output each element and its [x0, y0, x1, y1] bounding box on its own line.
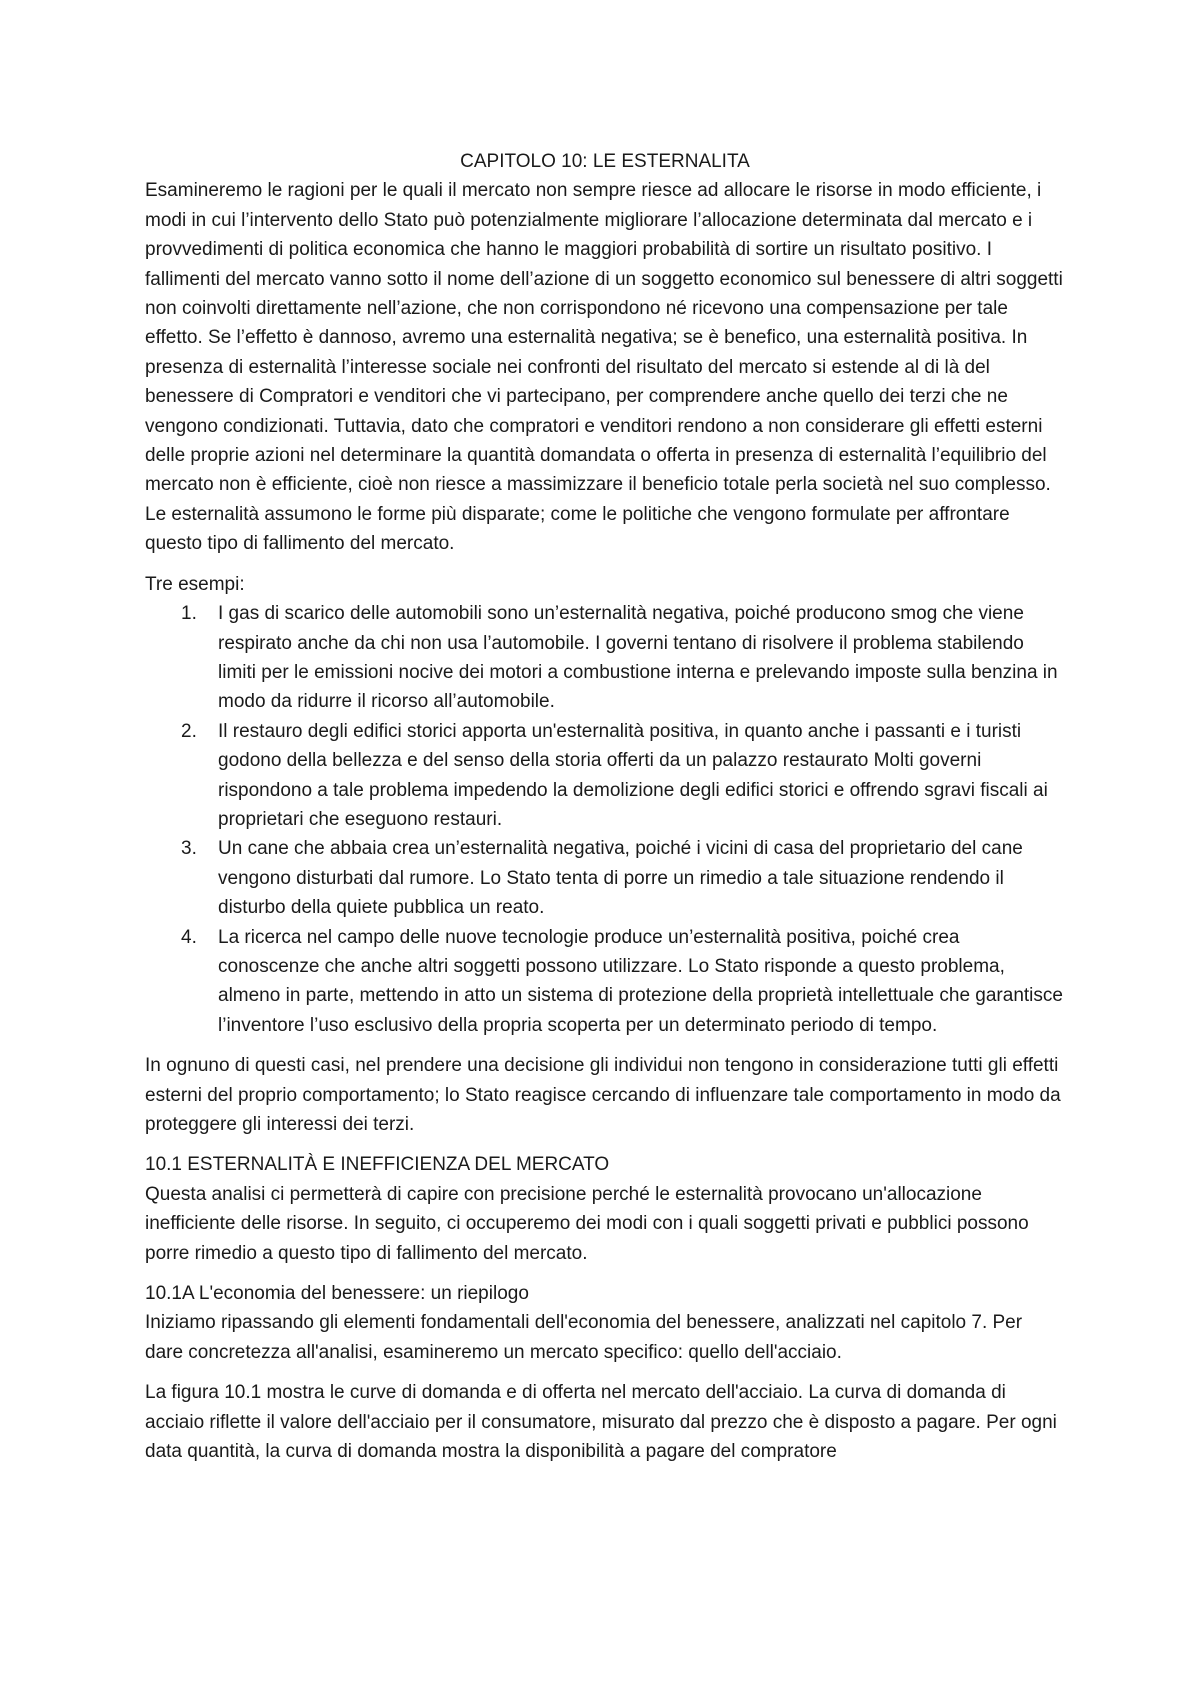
figure-paragraph: La figura 10.1 mostra le curve di domanda e di offerta nel mercato dell'acciaio. La curva di domanda di acciaio riflette il valore dell'acciaio per il consumatore, misurato dal prezzo che è disposto a pagare. Per ogni data quantità, la curva di domanda mostra la disponibilità a pagare del compratore	[145, 1382, 1057, 1463]
list-item	[145, 834, 1065, 922]
section-text-10-1: Questa analisi ci permetterà di capire con precisione perché le esternalità provocano un'allocazione inefficiente delle risorse. In seguito, ci occuperemo dei modi con i quali soggetti privati e pubblici possono porre rimedio a questo tipo di fallimento del mercato.	[145, 1183, 1029, 1264]
examples-list	[145, 599, 1065, 1040]
list-item-text: Il restauro degli edifici storici apporta un'esternalità positiva, in quanto anche i passanti e i turisti godono della bellezza e del senso della storia offerti da un palazzo restaurato Molti governi rispondono a tale problema impedendo la demolizione degli edifici storici e offrendo sgravi fiscali ai proprietari che eseguono restauri.	[218, 720, 1048, 830]
summary-paragraph: In ognuno di questi casi, nel prendere una decisione gli individui non tengono in considerazione tutti gli effetti esterni del proprio comportamento; lo Stato reagisce cercando di influenzare tale comportamento in modo da proteggere gli interessi dei terzi.	[145, 1055, 1061, 1135]
section-text-10-1a: Iniziamo ripassando gli elementi fondamentali dell'economia del benessere, analizzati nel capitolo 7. Per dare concretezza all'analisi, esamineremo un mercato specifico: quello dell'acciaio.	[145, 1312, 1023, 1363]
list-number: 1.	[181, 603, 197, 625]
chapter-title: CAPITOLO 10: LE ESTERNALITA	[460, 151, 750, 172]
list-item-text: I gas di scarico delle automobili sono un’esternalità negativa, poiché producono smog che viene respirato anche da chi non usa l’automobile. I governi tentano di risolvere il problema stabilendo limiti per le emissioni nocive dei motori a combustione interna e prelevando imposte sulla benzina in modo da ridurre il ricorso all’automobile.	[218, 603, 1058, 713]
list-item-text: Un cane che abbaia crea un’esternalità negativa, poiché i vicini di casa del proprietario del cane vengono disturbati dal rumore. Lo Stato tenta di porre un rimedio a tale situazione rendendo il disturbo della quiete pubblica un reato.	[218, 838, 1023, 919]
intro-paragraph: Esamineremo le ragioni per le quali il mercato non sempre riesce ad allocare le risorse in modo efficiente, i modi in cui l’intervento dello Stato può potenzialmente migliorare l’allocazione determinata dal mercato e i provvedimenti di politica economica che hanno le maggiori probabilità di sortire un risultato positivo. I fallimenti del mercato vanno sotto il nome dell’azione di un soggetto economico sul benessere di altri soggetti non coinvolti direttamente nell’azione, che non corrispondono né ricevono una compensazione per tale effetto. Se l’effetto è dannoso, avremo una esternalità negativa; se è benefico, una esternalità positiva. In presenza di esternalità l’interesse sociale nei confronti del risultato del mercato si estende al di là del benessere di Compratori e venditori che vi partecipano, per comprendere anche quello dei terzi che ne vengono condizionati. Tuttavia, dato che compratori e venditori rendono a non considerare gli effetti esterni delle proprie azioni nel determinare la quantità domandata o offerta in presenza di esternalità l’equilibrio del mercato non è efficiente, cioè non riesce a massimizzare il beneficio totale perla società nel suo complesso. Le esternalità assumono le forme più disparate; come le politiche che vengono formulate per affrontare questo tipo di fallimento del mercato.	[145, 180, 1063, 555]
list-number: 4.	[181, 926, 197, 948]
list-item-text: La ricerca nel campo delle nuove tecnologie produce un’esternalità positiva, poiché crea conoscenze che anche altri soggetti possono utilizzare. Lo Stato risponde a questo problema, almeno in parte, mettendo in atto un sistema di protezione della proprietà intellettuale che garantisce l’inventore l’uso esclusivo della propria scoperta per un determinato periodo di tempo.	[218, 926, 1063, 1036]
list-number: 3.	[181, 838, 197, 860]
document-page	[145, 147, 1065, 1477]
section-heading-10-1a: 10.1A L'economia del benessere: un riepilogo	[145, 1283, 529, 1305]
list-item	[145, 923, 1065, 1041]
list-item	[145, 717, 1065, 835]
examples-label: Tre esempi:	[145, 573, 245, 595]
list-number: 2.	[181, 720, 197, 742]
list-item	[145, 599, 1065, 717]
section-heading-10-1: 10.1 ESTERNALITÀ E INEFFICIENZA DEL MERCATO	[145, 1154, 610, 1176]
